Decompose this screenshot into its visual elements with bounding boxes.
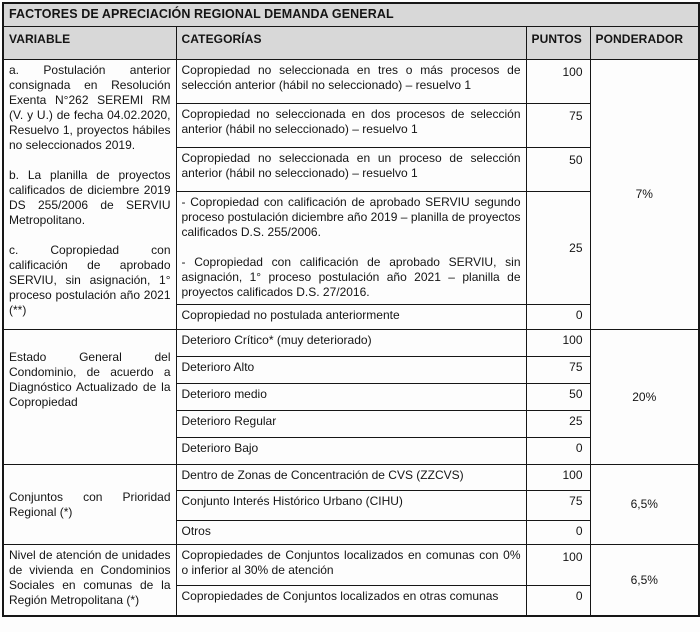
- category-cell: Copropiedad no seleccionada en tres o más procesos de selección anterior (hábil no seleccionado) – resuelvo 1: [176, 60, 526, 104]
- category-cell: Conjunto Interés Histórico Urbano (CIHU): [176, 491, 526, 521]
- variable-paragraph-c: c. Copropiedad con calificación de aprobado SERVIU, sin asignación, 1° proceso postulación año 2021 (**): [9, 243, 171, 317]
- puntos-cell: 0: [526, 586, 590, 617]
- factores-apreciacion-table: [2, 2, 700, 617]
- category-cell: [176, 192, 526, 305]
- category-cell: Dentro de Zonas de Concentración de CVS (ZZCVS): [176, 465, 526, 491]
- puntos-cell: 0: [526, 521, 590, 545]
- variable-paragraph: Conjuntos con Prioridad Regional (*): [9, 489, 171, 519]
- column-header-categorias: CATEGORÍAS: [176, 27, 526, 60]
- variable-paragraph-b: b. La planilla de proyectos calificados de diciembre 2019 DS 255/2006 de SERVIU Metropolitano.: [9, 168, 171, 227]
- ponderador-cell: 6,5%: [590, 545, 699, 617]
- variable-cell-estado-general: [3, 330, 176, 465]
- table-title-row: [3, 3, 699, 27]
- puntos-cell: 75: [526, 357, 590, 384]
- variable-cell-prioridad-regional: [3, 465, 176, 545]
- puntos-cell: 100: [526, 330, 590, 357]
- category-cell: Copropiedades de Conjuntos localizados en otras comunas: [176, 586, 526, 617]
- variable-paragraph: Nivel de atención de unidades de vivienda en Condominios Sociales en comunas de la Región Metropolitana (*): [9, 548, 171, 607]
- category-row: [3, 465, 699, 491]
- category-cell: Copropiedad no seleccionada en un proceso de selección anterior (hábil no seleccionado) – resuelvo 1: [176, 148, 526, 192]
- puntos-cell: 75: [526, 491, 590, 521]
- table-title: FACTORES DE APRECIACIÓN REGIONAL DEMANDA GENERAL: [3, 3, 699, 27]
- category-cell: Copropiedad no seleccionada en dos procesos de selección anterior (hábil no seleccionado) – resuelvo 1: [176, 104, 526, 148]
- puntos-cell: 0: [526, 438, 590, 465]
- ponderador-cell: 6,5%: [590, 465, 699, 545]
- category-cell: Deterioro Crítico* (muy deteriorado): [176, 330, 526, 357]
- column-header-puntos: PUNTOS: [526, 27, 590, 60]
- puntos-cell: 100: [526, 465, 590, 491]
- puntos-cell: 100: [526, 60, 590, 104]
- column-header-row: [3, 27, 699, 60]
- puntos-cell: 25: [526, 192, 590, 305]
- variable-paragraph-a: a. Postulación anterior consignada en Resolución Exenta N°262 SEREMI RM (V. y U.) de fecha 04.02.2020, Resuelvo 1, proyectos hábiles no seleccionados 2019.: [9, 63, 171, 152]
- category-cell: Otros: [176, 521, 526, 545]
- category-cell: Deterioro Bajo: [176, 438, 526, 465]
- puntos-cell: 50: [526, 148, 590, 192]
- category-cell: Deterioro Regular: [176, 411, 526, 438]
- category-cell: Copropiedades de Conjuntos localizados en comunas con 0% o inferior al 30% de atención: [176, 545, 526, 586]
- puntos-cell: 50: [526, 384, 590, 411]
- puntos-cell: 25: [526, 411, 590, 438]
- variable-paragraph: Estado General del Condominio, de acuerdo a Diagnóstico Actualizado de la Copropiedad: [9, 350, 171, 409]
- category-paragraph: - Copropiedad con calificación de aprobado SERVIU, sin asignación, 1° proceso postulación año 2021 – planilla de proyectos calificados D.S. 27/2016.: [181, 255, 521, 299]
- category-cell: Copropiedad no postulada anteriormente: [176, 305, 526, 330]
- column-header-ponderador: PONDERADOR: [590, 27, 699, 60]
- puntos-cell: 75: [526, 104, 590, 148]
- column-header-variable: VARIABLE: [3, 27, 176, 60]
- category-row: [3, 545, 699, 586]
- category-row: [3, 330, 699, 357]
- category-row: [3, 60, 699, 104]
- variable-cell-nivel-atencion: [3, 545, 176, 617]
- category-cell: Deterioro medio: [176, 384, 526, 411]
- variable-cell-postulacion-anterior: [3, 60, 176, 330]
- ponderador-cell: 20%: [590, 330, 699, 465]
- puntos-cell: 100: [526, 545, 590, 586]
- category-paragraph: - Copropiedad con calificación de aprobado SERVIU segundo proceso postulación diciembre año 2019 – planilla de proyectos calificados D.S. 255/2006.: [181, 195, 521, 239]
- category-cell: Deterioro Alto: [176, 357, 526, 384]
- puntos-cell: 0: [526, 305, 590, 330]
- ponderador-cell: 7%: [590, 60, 699, 330]
